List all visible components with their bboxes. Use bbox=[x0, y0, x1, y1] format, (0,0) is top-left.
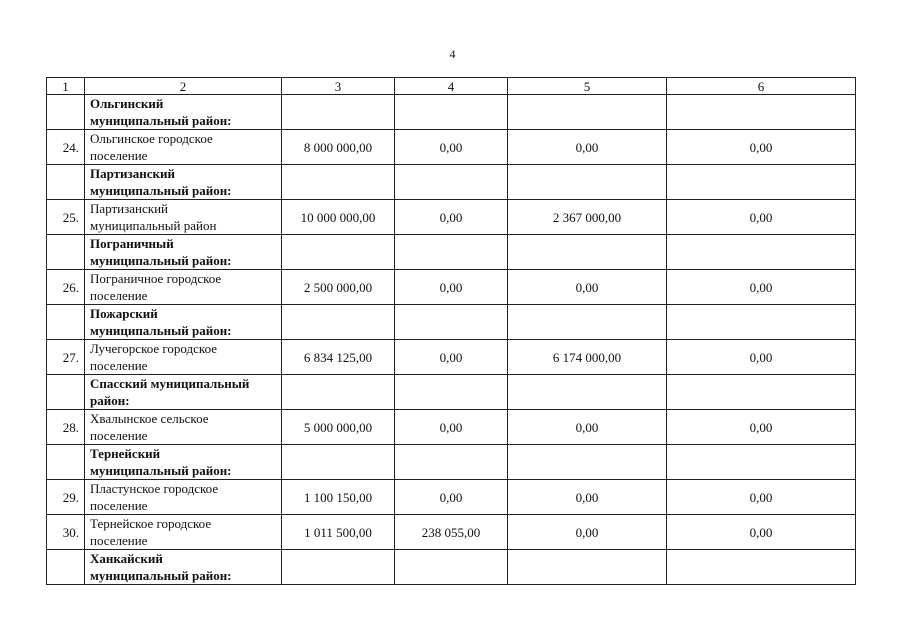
header-cell-4: 4 bbox=[395, 78, 508, 95]
col4-cell bbox=[395, 375, 508, 410]
col5-cell bbox=[508, 165, 667, 200]
col4-cell bbox=[395, 445, 508, 480]
col3-cell bbox=[282, 305, 395, 340]
col6-cell: 0,00 bbox=[667, 130, 856, 165]
col3-cell bbox=[282, 95, 395, 130]
name-cell: Ольгинское городское поселение bbox=[85, 130, 282, 165]
table-row bbox=[47, 340, 856, 375]
table-row bbox=[47, 270, 856, 305]
col4-cell bbox=[395, 305, 508, 340]
col6-cell: 0,00 bbox=[667, 270, 856, 305]
col5-cell: 2 367 000,00 bbox=[508, 200, 667, 235]
header-cell-2: 2 bbox=[85, 78, 282, 95]
col5-cell bbox=[508, 550, 667, 585]
col3-cell bbox=[282, 550, 395, 585]
col5-cell bbox=[508, 235, 667, 270]
header-cell-1: 1 bbox=[47, 78, 85, 95]
col5-cell: 6 174 000,00 bbox=[508, 340, 667, 375]
name-cell: Ольгинский муниципальный район: bbox=[85, 95, 282, 130]
table-row bbox=[47, 130, 856, 165]
col5-cell bbox=[508, 375, 667, 410]
col4-cell bbox=[395, 165, 508, 200]
name-cell: Партизанский муниципальный район bbox=[85, 200, 282, 235]
header-cell-3: 3 bbox=[282, 78, 395, 95]
col3-cell bbox=[282, 445, 395, 480]
row-number-cell: 28. bbox=[47, 410, 85, 445]
header-cell-6: 6 bbox=[667, 78, 856, 95]
col5-cell bbox=[508, 445, 667, 480]
col5-cell bbox=[508, 95, 667, 130]
col5-cell: 0,00 bbox=[508, 130, 667, 165]
name-cell: Пограничное городское поселение bbox=[85, 270, 282, 305]
row-number-cell: 26. bbox=[47, 270, 85, 305]
table-row bbox=[47, 200, 856, 235]
col3-cell: 2 500 000,00 bbox=[282, 270, 395, 305]
district-row bbox=[47, 305, 856, 340]
name-cell: Пожарский муниципальный район: bbox=[85, 305, 282, 340]
district-row bbox=[47, 550, 856, 585]
col5-cell bbox=[508, 305, 667, 340]
col4-cell: 0,00 bbox=[395, 200, 508, 235]
col6-cell: 0,00 bbox=[667, 410, 856, 445]
col6-cell bbox=[667, 550, 856, 585]
page-number: 4 bbox=[449, 47, 456, 61]
district-row bbox=[47, 165, 856, 200]
col3-cell: 10 000 000,00 bbox=[282, 200, 395, 235]
col3-cell: 5 000 000,00 bbox=[282, 410, 395, 445]
name-cell: Спасский муниципальный район: bbox=[85, 375, 282, 410]
name-cell: Лучегорское городское поселение bbox=[85, 340, 282, 375]
col5-cell: 0,00 bbox=[508, 270, 667, 305]
col3-cell bbox=[282, 375, 395, 410]
district-row bbox=[47, 95, 856, 130]
row-number-cell: 30. bbox=[47, 515, 85, 550]
header-cell-5: 5 bbox=[508, 78, 667, 95]
col4-cell: 0,00 bbox=[395, 340, 508, 375]
col5-cell: 0,00 bbox=[508, 410, 667, 445]
row-number-cell bbox=[47, 165, 85, 200]
row-number-cell bbox=[47, 550, 85, 585]
table-row bbox=[47, 515, 856, 550]
row-number-cell bbox=[47, 445, 85, 480]
col6-cell: 0,00 bbox=[667, 340, 856, 375]
name-cell: Ханкайский муниципальный район: bbox=[85, 550, 282, 585]
col6-cell bbox=[667, 375, 856, 410]
col6-cell bbox=[667, 305, 856, 340]
col4-cell bbox=[395, 550, 508, 585]
table-row bbox=[47, 480, 856, 515]
district-row bbox=[47, 235, 856, 270]
col4-cell: 0,00 bbox=[395, 410, 508, 445]
col4-cell bbox=[395, 235, 508, 270]
col4-cell: 0,00 bbox=[395, 130, 508, 165]
col3-cell: 6 834 125,00 bbox=[282, 340, 395, 375]
col4-cell: 0,00 bbox=[395, 270, 508, 305]
row-number-cell: 27. bbox=[47, 340, 85, 375]
row-number-cell bbox=[47, 305, 85, 340]
name-cell: Тернейское городское поселение bbox=[85, 515, 282, 550]
row-number-cell: 29. bbox=[47, 480, 85, 515]
col6-cell bbox=[667, 235, 856, 270]
name-cell: Пограничный муниципальный район: bbox=[85, 235, 282, 270]
col3-cell: 1 100 150,00 bbox=[282, 480, 395, 515]
col4-cell: 0,00 bbox=[395, 480, 508, 515]
table-header-row bbox=[47, 78, 856, 95]
col6-cell bbox=[667, 165, 856, 200]
col3-cell: 1 011 500,00 bbox=[282, 515, 395, 550]
col6-cell bbox=[667, 445, 856, 480]
row-number-cell bbox=[47, 235, 85, 270]
row-number-cell: 24. bbox=[47, 130, 85, 165]
name-cell: Тернейский муниципальный район: bbox=[85, 445, 282, 480]
col5-cell: 0,00 bbox=[508, 515, 667, 550]
budget-table bbox=[46, 77, 856, 585]
name-cell: Партизанский муниципальный район: bbox=[85, 165, 282, 200]
name-cell: Пластунское городское поселение bbox=[85, 480, 282, 515]
col5-cell: 0,00 bbox=[508, 480, 667, 515]
table-body bbox=[47, 78, 856, 585]
row-number-cell: 25. bbox=[47, 200, 85, 235]
table-row bbox=[47, 410, 856, 445]
col6-cell: 0,00 bbox=[667, 480, 856, 515]
col3-cell bbox=[282, 235, 395, 270]
row-number-cell bbox=[47, 95, 85, 130]
col4-cell bbox=[395, 95, 508, 130]
col6-cell: 0,00 bbox=[667, 515, 856, 550]
col4-cell: 238 055,00 bbox=[395, 515, 508, 550]
col6-cell: 0,00 bbox=[667, 200, 856, 235]
col3-cell: 8 000 000,00 bbox=[282, 130, 395, 165]
row-number-cell bbox=[47, 375, 85, 410]
name-cell: Хвалынское сельское поселение bbox=[85, 410, 282, 445]
col3-cell bbox=[282, 165, 395, 200]
col6-cell bbox=[667, 95, 856, 130]
district-row bbox=[47, 445, 856, 480]
district-row bbox=[47, 375, 856, 410]
